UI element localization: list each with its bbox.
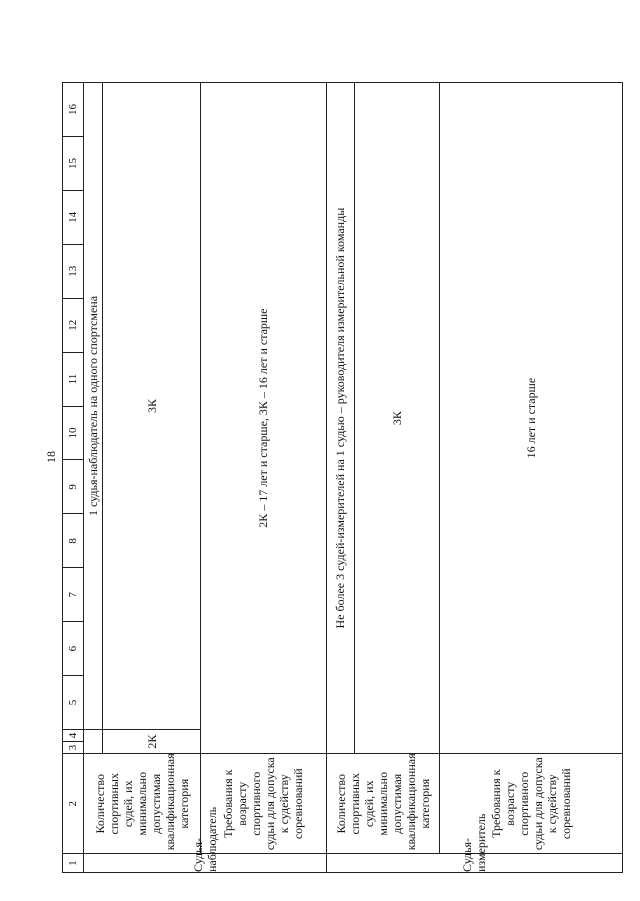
column-number: 13 bbox=[63, 244, 84, 298]
page-number: 18 bbox=[44, 451, 58, 463]
column-number: 4 bbox=[63, 729, 84, 741]
measurer-note: Не более 3 судей-измерителей на 1 судью – руководителя измерительной команды bbox=[326, 83, 354, 754]
observer-age-row bbox=[201, 83, 264, 873]
empty-cell bbox=[83, 729, 103, 753]
measurer-age-value: 16 лет и старше bbox=[439, 83, 622, 754]
column-number: 2 bbox=[63, 754, 84, 854]
role-observer: Судья-наблюдатель bbox=[83, 854, 326, 873]
column-number: 8 bbox=[63, 514, 84, 568]
measurer-age-row bbox=[439, 83, 533, 873]
column-number: 12 bbox=[63, 298, 84, 352]
column-number: 6 bbox=[63, 622, 84, 676]
observer-category-2k: 2К bbox=[103, 729, 201, 753]
column-number: 15 bbox=[63, 137, 84, 191]
observer-category-3k: 3К bbox=[103, 83, 201, 730]
column-number: 7 bbox=[63, 568, 84, 622]
requirements-table bbox=[62, 82, 623, 873]
column-number: 5 bbox=[63, 676, 84, 730]
column-number: 11 bbox=[63, 352, 84, 406]
column-number: 14 bbox=[63, 190, 84, 244]
measurer-category-value: 3К bbox=[354, 83, 439, 754]
observer-note: 1 судья-наблюдатель на одного спортсмена bbox=[83, 83, 103, 730]
role-measurer: Судья-измеритель bbox=[326, 854, 622, 873]
column-number: 10 bbox=[63, 406, 84, 460]
observer-note-row bbox=[83, 83, 103, 873]
column-number-row bbox=[63, 83, 84, 873]
measurer-note-row bbox=[326, 83, 354, 873]
column-number: 3 bbox=[63, 742, 84, 754]
column-number: 9 bbox=[63, 460, 84, 514]
row-label-count-category: Количество спортивных судей, их минимально допустимая квалификационная категория bbox=[83, 754, 201, 854]
row-label-age: Требования к возрасту спортивного судьи для допуска к судейству соревнований bbox=[201, 754, 326, 854]
rotated-table-container bbox=[62, 82, 623, 873]
row-label-age: Требования к возрасту спортивного судьи для допуска к судейству соревнований bbox=[439, 754, 622, 854]
observer-age-value: 2К – 17 лет и старше, 3К – 16 лет и старше bbox=[201, 83, 326, 754]
row-label-count-category: Количество спортивных судей, их минимально допустимая квалификационная категория bbox=[326, 754, 439, 854]
column-number: 16 bbox=[63, 83, 84, 137]
column-number: 1 bbox=[63, 854, 84, 873]
